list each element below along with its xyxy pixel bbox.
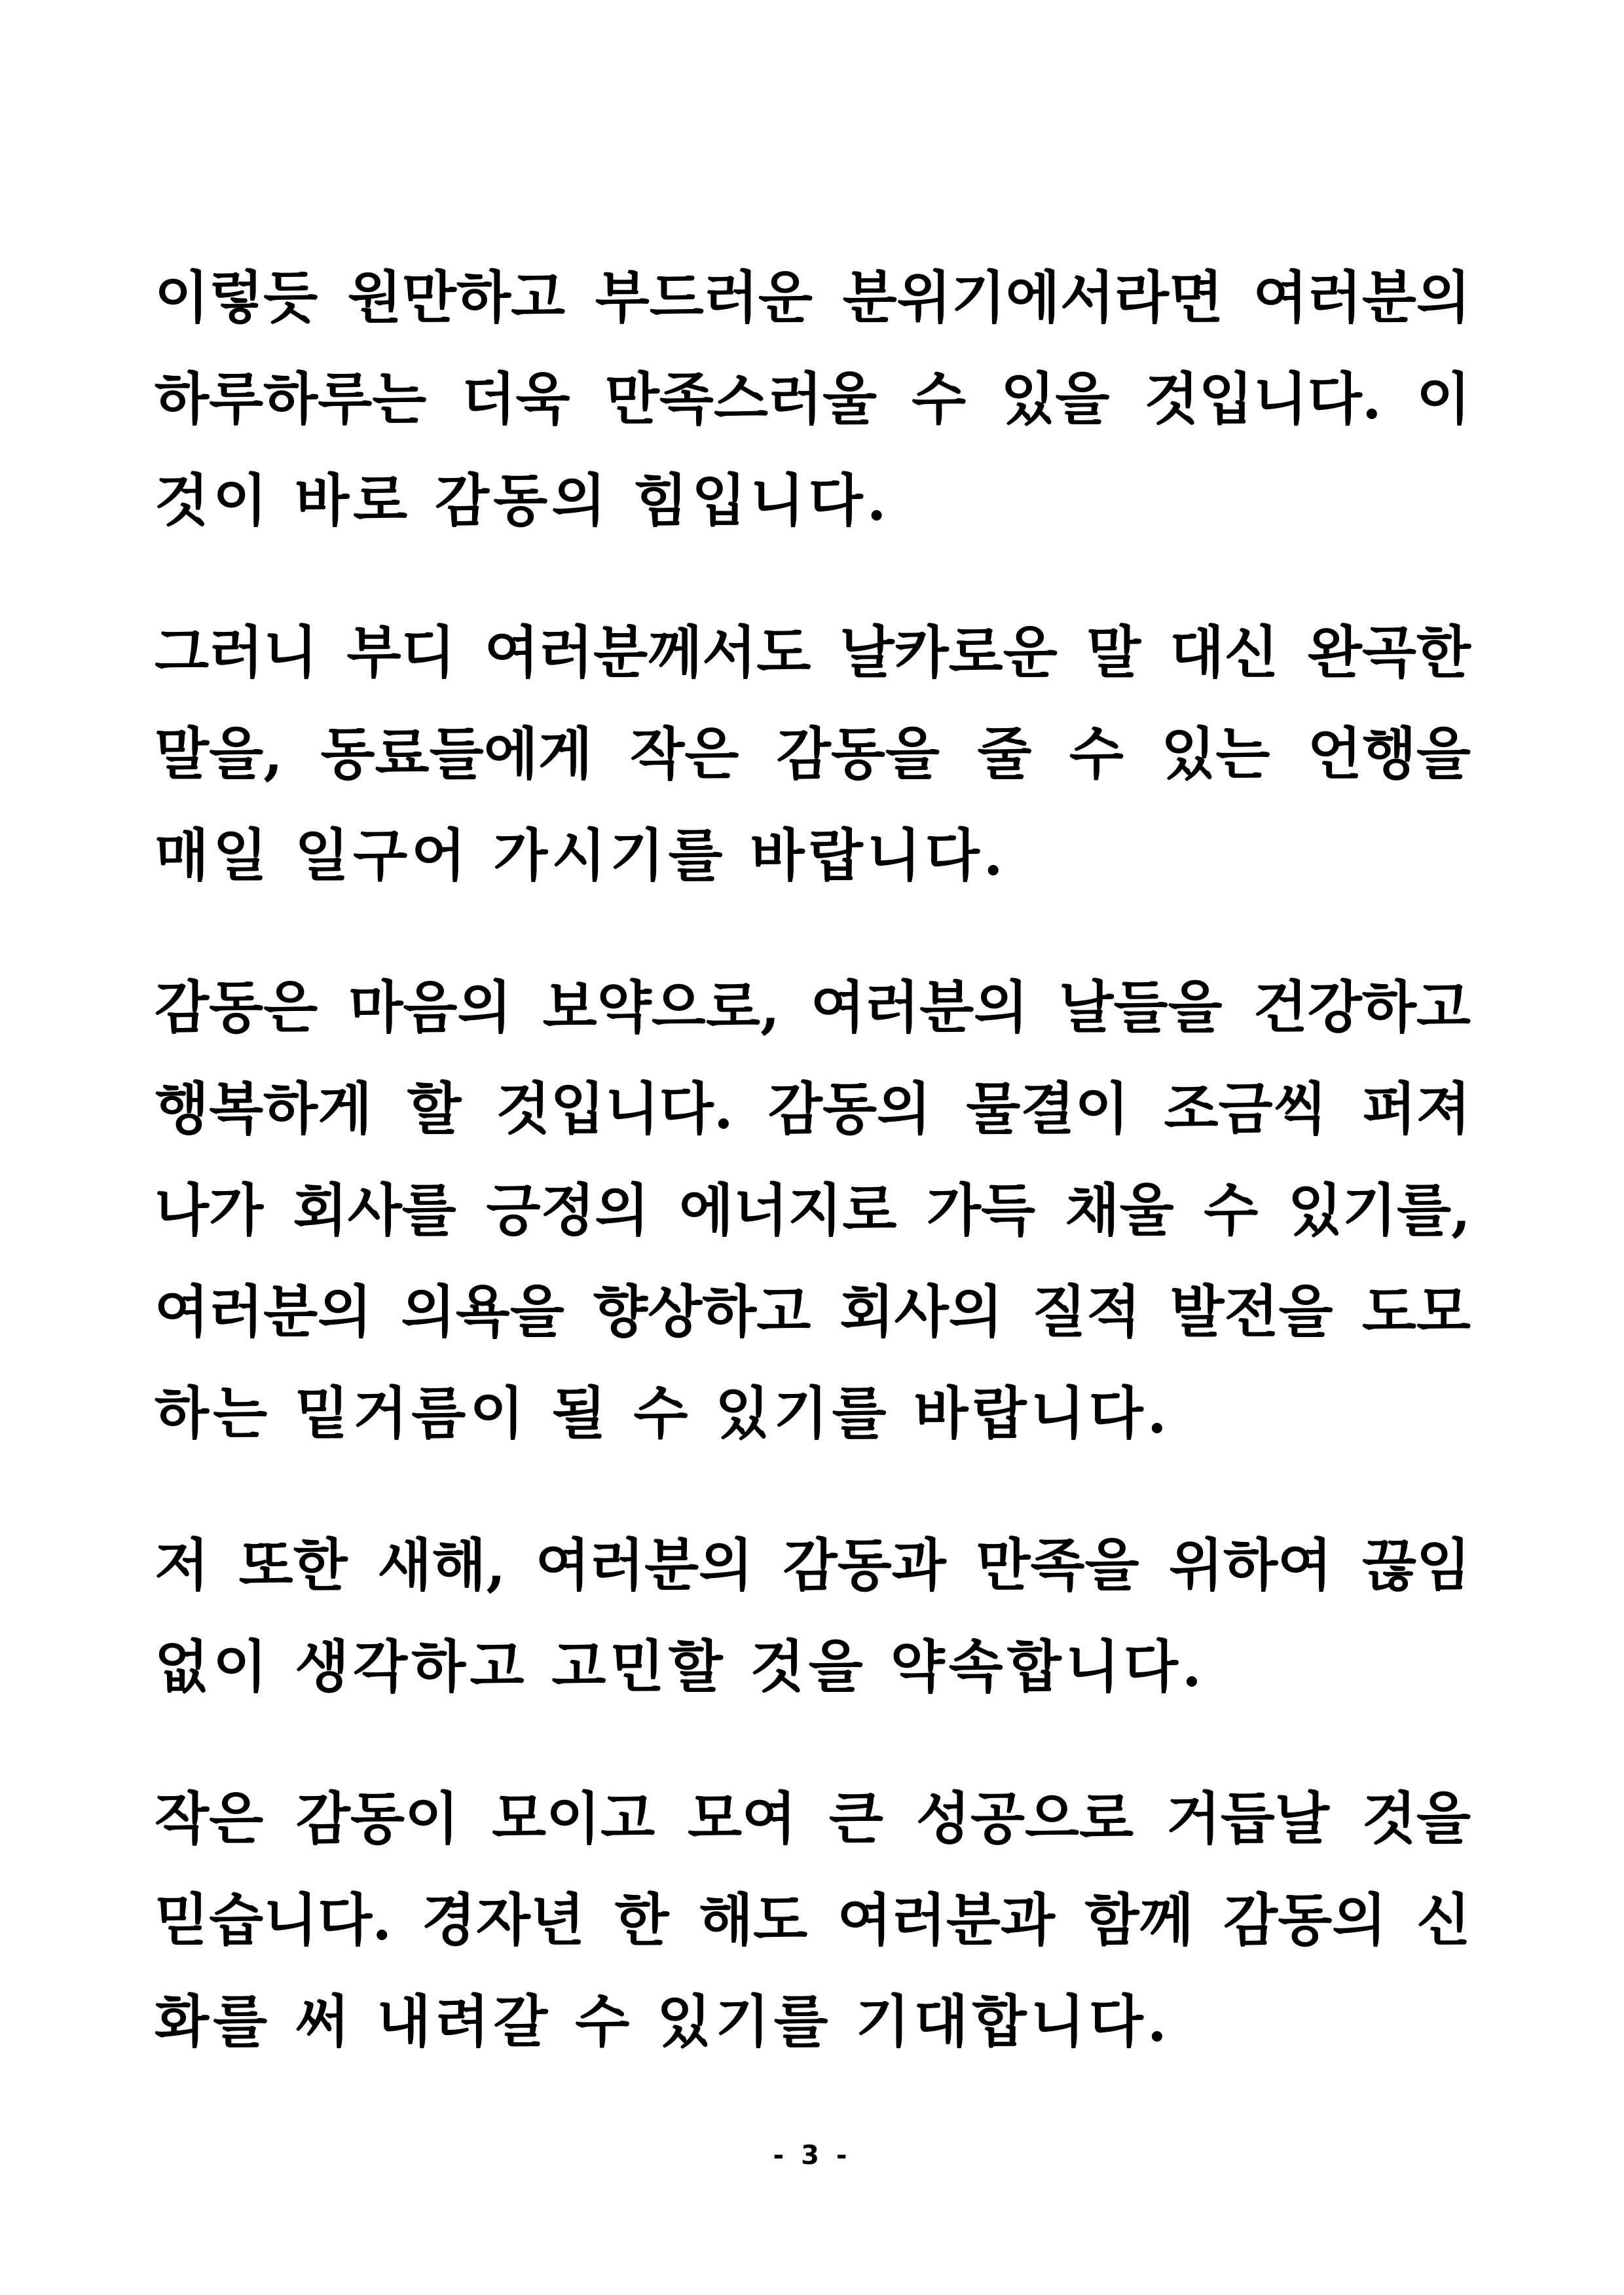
- paragraph-3-line-4: 여러분의 의욕을 향상하고 회사의 질적 발전을 도모: [155, 1279, 1471, 1345]
- paragraph-3-line-2: 행복하게 할 것입니다. 감동의 물결이 조금씩 퍼져: [155, 1076, 1471, 1142]
- paragraph-4-line-1: 저 또한 새해, 여러분의 감동과 만족을 위하여 끊임: [155, 1532, 1471, 1598]
- paragraph-2-line-1: 그러니 부디 여러분께서도 날카로운 말 대신 완곡한: [155, 619, 1471, 686]
- paragraph-5-line-2: 믿습니다. 경자년 한 해도 여러분과 함께 감동의 신: [155, 1887, 1471, 1953]
- paragraph-1-line-2: 하루하루는 더욱 만족스러울 수 있을 것입니다. 이: [155, 366, 1471, 432]
- page-number: - 3 -: [773, 2140, 851, 2171]
- paragraph-1-line-1: 이렇듯 원만하고 부드러운 분위기에서라면 여러분의: [155, 265, 1471, 331]
- paragraph-4-line-2: 없이 생각하고 고민할 것을 약속합니다.: [155, 1634, 1206, 1700]
- paragraph-5-line-1: 작은 감동이 모이고 모여 큰 성공으로 거듭날 것을: [155, 1786, 1471, 1852]
- paragraph-1-line-3: 것이 바로 감동의 힘입니다.: [155, 468, 891, 534]
- paragraph-3-line-3: 나가 회사를 긍정의 에너지로 가득 채울 수 있기를,: [155, 1177, 1471, 1243]
- paragraph-3-line-5: 하는 밑거름이 될 수 있기를 바랍니다.: [155, 1380, 1171, 1446]
- paragraph-3-line-1: 감동은 마음의 보약으로, 여러분의 날들을 건강하고: [155, 974, 1471, 1040]
- paragraph-5-line-3: 화를 써 내려갈 수 있기를 기대합니다.: [155, 1989, 1171, 2055]
- paragraph-2-line-2: 말을, 동료들에게 작은 감동을 줄 수 있는 언행을: [155, 721, 1471, 787]
- paragraph-2-line-3: 매일 일구어 가시기를 바랍니다.: [155, 822, 1007, 889]
